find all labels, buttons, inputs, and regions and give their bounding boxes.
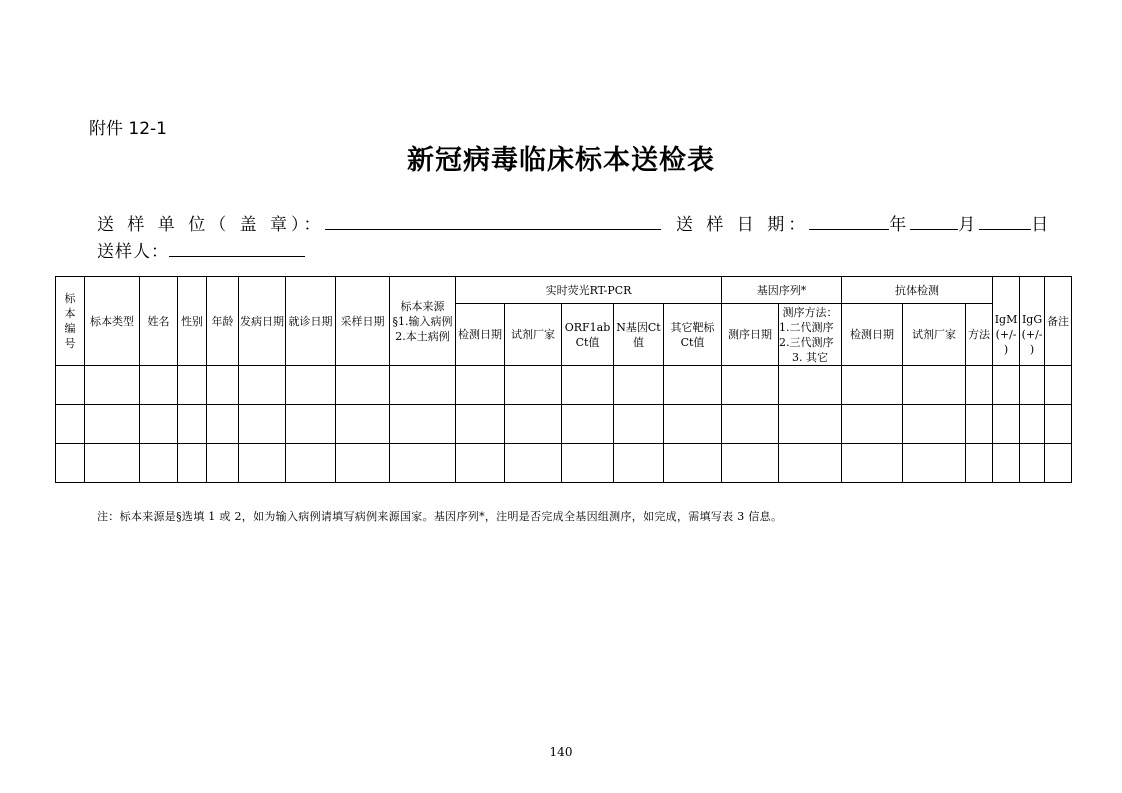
table-cell[interactable] — [140, 444, 178, 483]
table-cell[interactable] — [56, 366, 85, 405]
table-cell[interactable] — [286, 366, 336, 405]
table-cell[interactable] — [722, 405, 779, 444]
table-cell[interactable] — [85, 405, 140, 444]
col-specimen-id — [56, 277, 85, 366]
col-specimen-id-label: 标本编号 — [64, 292, 76, 350]
table-cell[interactable] — [966, 444, 993, 483]
table-cell[interactable] — [966, 366, 993, 405]
table-cell[interactable] — [456, 444, 505, 483]
table-cell[interactable] — [286, 444, 336, 483]
igg-line-3: ) — [1029, 342, 1035, 356]
table-cell[interactable] — [239, 366, 286, 405]
seq-method-3: 3. 其它 — [792, 350, 829, 364]
table-cell[interactable] — [664, 444, 722, 483]
col-age: 年龄 — [207, 277, 239, 366]
table-cell[interactable] — [207, 444, 239, 483]
year-field[interactable] — [809, 211, 889, 230]
col-orf1ab-ct — [562, 304, 614, 366]
other-line-2: Ct值 — [680, 335, 705, 349]
col-other-target-ct — [664, 304, 722, 366]
source-option-1: §1.输入病例 — [392, 314, 453, 328]
table-cell[interactable] — [903, 405, 966, 444]
table-cell[interactable] — [140, 405, 178, 444]
unit-field[interactable] — [325, 211, 661, 230]
date-label: 送 样 日 期： — [676, 215, 810, 235]
group-rt-pcr: 实时荧光RT-PCR — [456, 277, 722, 304]
seq-method-1: 1.二代测序 — [779, 320, 834, 334]
col-igm — [993, 304, 1020, 366]
table-cell[interactable] — [390, 366, 456, 405]
table-cell[interactable] — [614, 366, 664, 405]
table-cell[interactable] — [614, 444, 664, 483]
group-blank-cell — [1020, 277, 1045, 304]
table-cell[interactable] — [779, 366, 842, 405]
table-cell[interactable] — [842, 444, 903, 483]
table-cell[interactable] — [722, 366, 779, 405]
day-label: 日 — [1031, 215, 1053, 235]
table-cell[interactable] — [903, 444, 966, 483]
table-cell[interactable] — [993, 444, 1020, 483]
igg-line-2: (+/- — [1021, 327, 1043, 341]
table-cell[interactable] — [562, 366, 614, 405]
col-ab-reagent-maker: 试剂厂家 — [903, 304, 966, 366]
source-option-2: 2.本土病例 — [395, 329, 450, 343]
table-cell[interactable] — [336, 366, 390, 405]
table-cell[interactable] — [85, 444, 140, 483]
table-cell[interactable] — [207, 405, 239, 444]
table-cell[interactable] — [993, 366, 1020, 405]
col-seq-date: 测序日期 — [722, 304, 779, 366]
table-cell[interactable] — [56, 444, 85, 483]
table-cell[interactable] — [1045, 366, 1072, 405]
table-cell[interactable] — [722, 444, 779, 483]
table-cell[interactable] — [562, 405, 614, 444]
table-cell[interactable] — [505, 444, 562, 483]
group-blank-cell — [993, 277, 1020, 304]
table-cell[interactable] — [336, 405, 390, 444]
table-cell[interactable] — [779, 444, 842, 483]
col-onset-date: 发病日期 — [239, 277, 286, 366]
table-cell[interactable] — [779, 405, 842, 444]
col-specimen-type: 标本类型 — [85, 277, 140, 366]
table-cell[interactable] — [842, 366, 903, 405]
col-name: 姓名 — [140, 277, 178, 366]
table-cell[interactable] — [178, 444, 207, 483]
seq-method-title: 测序方法： — [782, 305, 838, 319]
seq-method-2: 2.三代测序 — [779, 335, 834, 349]
table-cell[interactable] — [993, 405, 1020, 444]
table-body — [56, 366, 1072, 483]
page-title: 新冠病毒临床标本送检表 — [407, 145, 715, 176]
col-ab-test-date: 检测日期 — [842, 304, 903, 366]
igm-line-1: IgM — [994, 312, 1018, 326]
group-antibody-test: 抗体检测 — [842, 277, 993, 304]
attachment-label: 附件 12-1 — [89, 119, 167, 139]
table-cell[interactable] — [178, 366, 207, 405]
table-cell[interactable] — [505, 366, 562, 405]
col-n-gene-ct — [614, 304, 664, 366]
col-remark: 备注 — [1045, 277, 1072, 366]
table-cell[interactable] — [178, 405, 207, 444]
col-pcr-test-date: 检测日期 — [456, 304, 505, 366]
table-cell[interactable] — [562, 444, 614, 483]
sender-line — [97, 237, 305, 261]
igm-line-2: (+/- — [995, 327, 1017, 341]
table-row — [56, 444, 1072, 483]
table-cell[interactable] — [664, 405, 722, 444]
table-cell[interactable] — [1020, 366, 1045, 405]
table-cell[interactable] — [1020, 405, 1045, 444]
unit-label: 送 样 单 位（ 盖 章）： — [97, 215, 325, 235]
year-label: 年 — [889, 215, 911, 235]
table-cell[interactable] — [286, 405, 336, 444]
page-number: 140 — [549, 745, 573, 759]
col-igg — [1020, 304, 1045, 366]
table-cell[interactable] — [390, 405, 456, 444]
sender-label: 送样人： — [97, 242, 169, 262]
month-label: 月 — [958, 215, 980, 235]
table-cell[interactable] — [505, 405, 562, 444]
table-cell[interactable] — [336, 444, 390, 483]
table-cell[interactable] — [664, 366, 722, 405]
n-line-1: N基因Ct — [616, 320, 661, 334]
orf-line-1: ORF1ab — [564, 320, 611, 334]
specimen-table — [55, 276, 1072, 483]
table-cell[interactable] — [1045, 405, 1072, 444]
table-cell[interactable] — [85, 366, 140, 405]
igm-line-3: ) — [1003, 342, 1009, 356]
col-collect-date: 采样日期 — [336, 277, 390, 366]
igg-line-1: IgG — [1021, 312, 1043, 326]
table-cell[interactable] — [903, 366, 966, 405]
col-specimen-source — [390, 277, 456, 366]
unit-label-line — [97, 210, 661, 234]
table-cell[interactable] — [390, 444, 456, 483]
table-cell[interactable] — [239, 444, 286, 483]
table-cell[interactable] — [456, 366, 505, 405]
table-cell[interactable] — [140, 366, 178, 405]
table-cell[interactable] — [456, 405, 505, 444]
table-cell[interactable] — [1045, 444, 1072, 483]
group-gene-sequence: 基因序列* — [722, 277, 842, 304]
table-cell[interactable] — [239, 405, 286, 444]
table-cell[interactable] — [56, 405, 85, 444]
col-ab-method: 方法 — [966, 304, 993, 366]
orf-line-2: Ct值 — [575, 335, 600, 349]
col-visit-date: 就诊日期 — [286, 277, 336, 366]
source-title: 标本来源 — [400, 299, 445, 313]
footnote: 注：标本来源是§选填 1 或 2，如为输入病例请填写病例来源国家。基因序列*，注明是否完成全基因组测序，如完成，需填写表 3 信息。 — [97, 510, 783, 523]
table-row — [56, 366, 1072, 405]
sender-field[interactable] — [169, 238, 305, 257]
table-cell[interactable] — [207, 366, 239, 405]
table-cell[interactable] — [1020, 444, 1045, 483]
col-seq-method — [779, 304, 842, 366]
date-line — [676, 210, 1052, 234]
table-cell[interactable] — [842, 405, 903, 444]
table-row — [56, 405, 1072, 444]
table-cell[interactable] — [966, 405, 993, 444]
n-line-2: 值 — [633, 335, 644, 349]
month-field[interactable] — [910, 211, 958, 230]
other-line-1: 其它靶标 — [670, 320, 715, 334]
table-cell[interactable] — [614, 405, 664, 444]
col-pcr-reagent-maker: 试剂厂家 — [505, 304, 562, 366]
day-field[interactable] — [979, 211, 1031, 230]
col-sex: 性别 — [178, 277, 207, 366]
